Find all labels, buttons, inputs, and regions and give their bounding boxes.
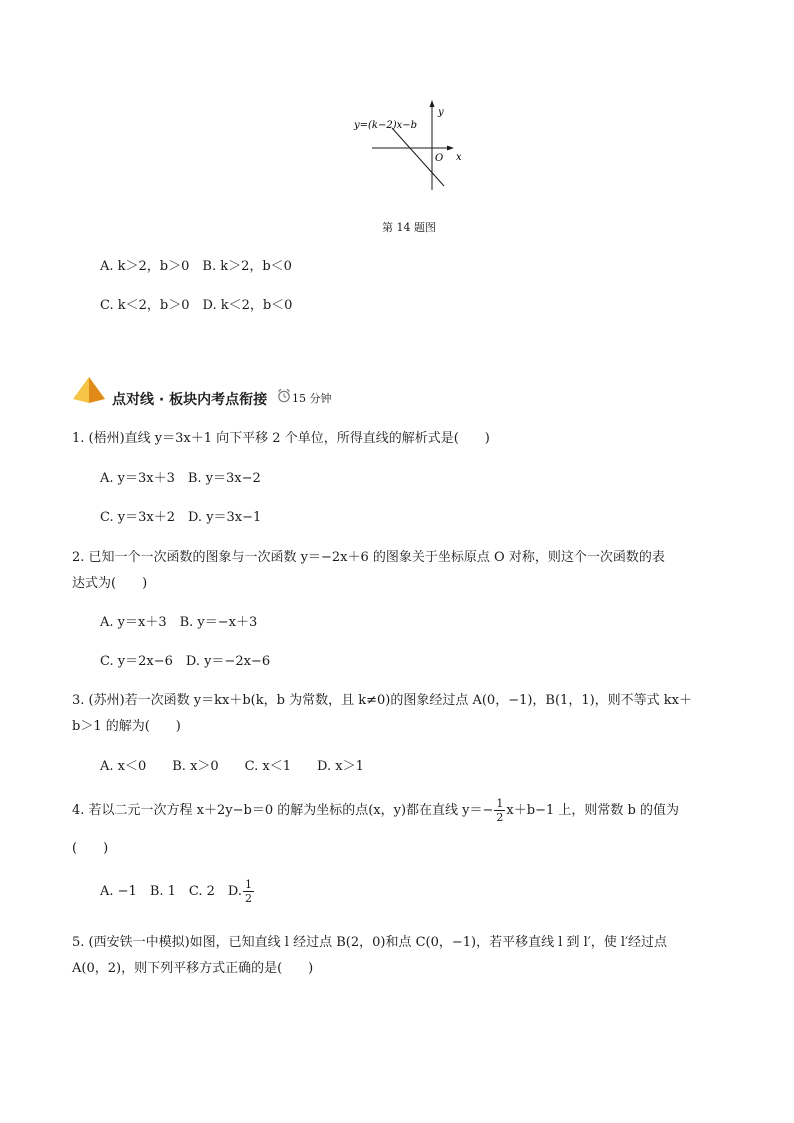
q5-text-line1: 5. (西安铁一中模拟)如图，已知直线 l 经过点 B(2，0)和点 C(0，−1)，若平移直线 l 到 l′，使 l′经过点 — [72, 935, 668, 950]
figure-14-graph — [350, 98, 470, 193]
q1-options-line2: C. y＝3x＋2 D. y＝3x−1 — [100, 510, 262, 525]
y-axis-arrow-icon — [430, 100, 435, 107]
origin-label: O — [435, 153, 444, 164]
q2-options-line2: C. y＝2x−6 D. y＝−2x−6 — [100, 654, 271, 669]
q4-text-line2: ( ) — [72, 841, 109, 856]
equation-label: y=(k−2)x−b — [354, 120, 418, 131]
x-axis-label: x — [456, 152, 462, 163]
q1-options-line1: A. y＝3x＋3 B. y＝3x−2 — [100, 471, 261, 486]
q4-text-line1 — [72, 797, 679, 824]
section-header — [72, 376, 106, 404]
figure-caption: 第 14 题图 — [382, 221, 436, 234]
section-title: 点对线 · 板块内考点衔接 — [112, 392, 268, 408]
q3-text-line1: 3. (苏州)若一次函数 y＝kx＋b(k，b 为常数，且 k≠0)的图象经过点 A(0，−1)，B(1，1)，则不等式 kx＋ — [72, 693, 693, 708]
section-time: 15 分钟 — [292, 392, 332, 405]
q2-options-line1: A. y＝x＋3 B. y＝−x＋3 — [100, 615, 258, 630]
q3-text-line2: b＞1 的解为( ) — [72, 719, 181, 734]
q4-text-before: 4. 若以二元一次方程 x＋2y−b＝0 的解为坐标的点(x，y)都在直线 y＝− — [72, 803, 494, 818]
alarm-clock-icon — [277, 388, 291, 403]
q14-options-line1: A. k＞2，b＞0 B. k＞2，b＜0 — [100, 259, 292, 274]
q2-text-line1: 2. 已知一个一次函数的图象与一次函数 y＝−2x＋6 的图象关于坐标原点 O 对称，则这个一次函数的表 — [72, 550, 665, 565]
pyramid-icon — [72, 376, 106, 404]
q3-options: A. x＜0 B. x＞0 C. x＜1 D. x＞1 — [100, 759, 364, 774]
x-axis-arrow-icon — [447, 146, 454, 151]
q2-text-line2: 达式为( ) — [72, 576, 148, 591]
y-axis-label: y — [438, 107, 444, 118]
q4-options-text: A. −1 B. 1 C. 2 D. — [100, 884, 243, 899]
q4-options — [100, 878, 255, 905]
q4-option-fraction: $\frac{1}{2}$ — [245, 878, 253, 905]
q4-fraction: $\frac{1}{2}$ — [496, 797, 504, 824]
q5-text-line2: A(0，2)，则下列平移方式正确的是( ) — [72, 961, 314, 976]
q4-text-after: x＋b−1 上，则常数 b 的值为 — [506, 803, 679, 818]
q14-options-line2: C. k＜2，b＞0 D. k＜2，b＜0 — [100, 298, 293, 313]
q1-text: 1. (梧州)直线 y＝3x＋1 向下平移 2 个单位，所得直线的解析式是( ) — [72, 431, 490, 446]
